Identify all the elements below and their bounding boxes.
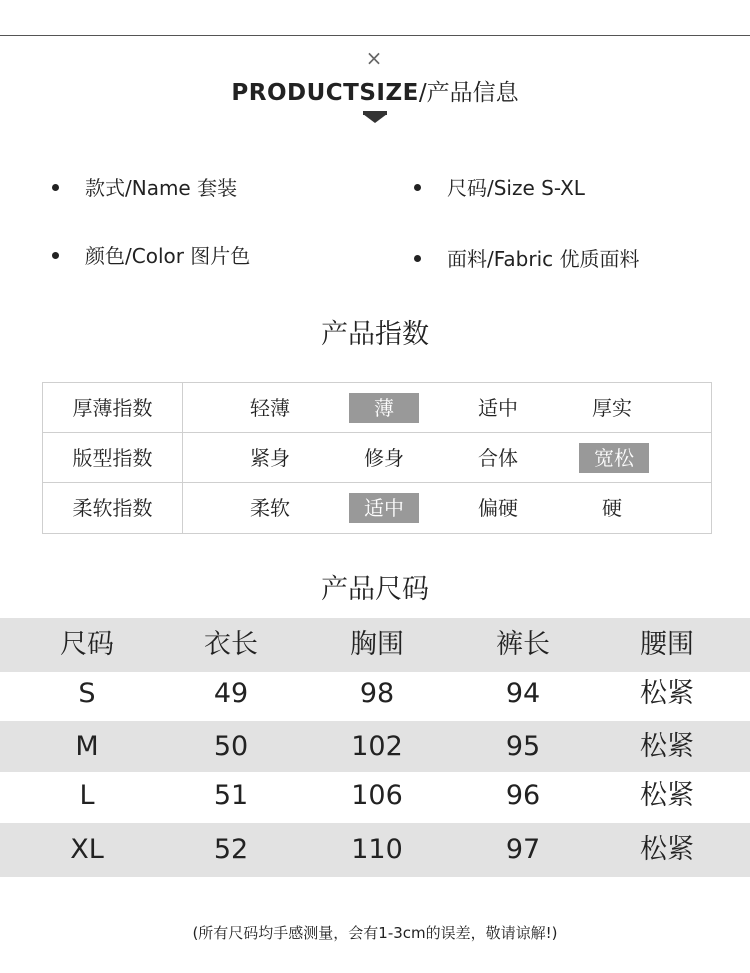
table-header-cell: 尺码 [60,629,114,660]
index-option: 厚实 [592,396,632,420]
table-cell: 98 [359,678,395,709]
table-header-cell: 胸围 [350,629,404,660]
table-cell: S [78,678,96,709]
bullet-icon [52,184,59,191]
table-cell: 110 [351,834,403,865]
index-row-thickness [43,383,711,433]
page-title [0,74,750,107]
table-cell: 50 [213,731,249,762]
spec-item-size: 尺码/Size S-XL [414,172,585,201]
table-cell: 106 [351,780,403,811]
table-row [0,823,750,877]
index-row-label: 版型指数 [72,446,153,470]
chevron-down-icon [363,114,387,123]
index-option: 硬 [602,496,622,520]
table-cell: 松紧 [640,678,694,709]
table-cell: XL [70,834,104,865]
index-table [42,382,712,534]
top-divider [0,35,750,36]
index-option-selected: 适中 [349,493,419,523]
index-option: 偏硬 [478,496,518,520]
table-cell: 97 [505,834,541,865]
bullet-icon [52,252,59,259]
table-cell: 49 [213,678,249,709]
bullet-icon [414,184,421,191]
table-header-cell: 裤长 [496,629,550,660]
table-cell: 95 [505,731,541,762]
index-option-selected: 宽松 [579,443,649,473]
index-option: 紧身 [250,446,290,470]
table-cell: 51 [213,780,249,811]
table-cell: 松紧 [640,780,694,811]
spec-item-name: 款式/Name 套装 [52,172,237,201]
index-option: 轻薄 [250,396,290,420]
table-row [0,670,750,718]
table-cell: L [79,780,95,811]
table-header-cell: 腰围 [640,629,694,660]
table-cell: M [75,731,99,762]
spec-item-color: 颜色/Color 图片色 [52,240,250,269]
table-cell: 松紧 [640,731,694,762]
page-title-en: PRODUCTSIZE [231,80,419,106]
bullet-icon [414,255,421,262]
table-row [0,772,750,820]
table-header-cell: 衣长 [204,629,258,660]
index-row-softness [43,483,711,533]
size-section-title: 产品尺码 [321,574,429,605]
index-row-label: 厚薄指数 [72,396,153,420]
index-option: 适中 [478,396,518,420]
table-cell: 102 [351,731,403,762]
index-row-fit [43,433,711,483]
table-row [0,721,750,772]
table-cell: 94 [505,678,541,709]
index-option: 修身 [364,446,404,470]
index-option-selected: 薄 [349,393,419,423]
index-option: 合体 [478,446,518,470]
table-header-row [0,618,750,672]
index-row-label: 柔软指数 [72,496,153,520]
spec-item-fabric: 面料/Fabric 优质面料 [414,243,640,272]
measurement-note: (所有尺码均手感测量，会有1-3cm的误差，敬请谅解!) [192,924,558,942]
index-section-title: 产品指数 [321,319,429,350]
table-cell: 松紧 [640,834,694,865]
table-cell: 96 [505,780,541,811]
index-option: 柔软 [250,496,290,520]
page-title-cn: /产品信息 [418,80,519,106]
close-icon[interactable]: × [365,46,383,70]
table-cell: 52 [213,834,249,865]
